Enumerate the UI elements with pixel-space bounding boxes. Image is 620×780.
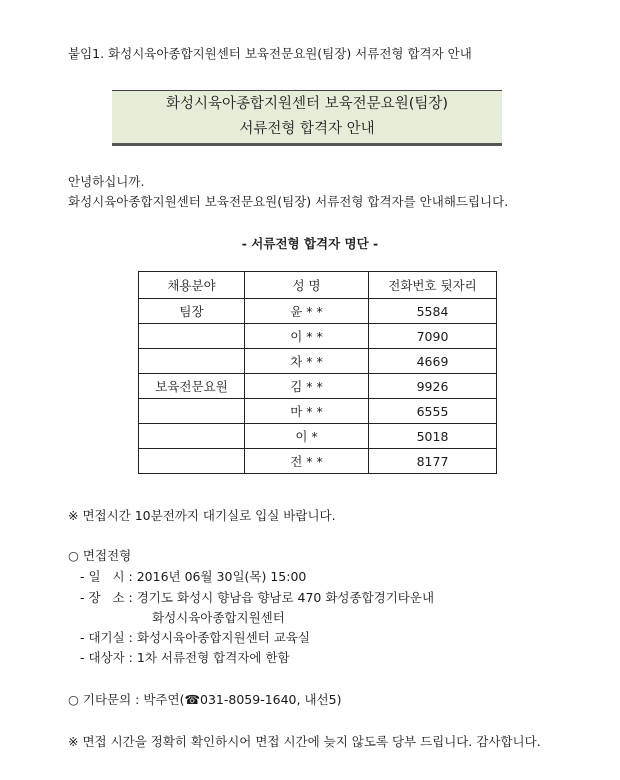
interview-item-place [80, 588, 434, 606]
arrival-note: ※ 면접시간 10분전까지 대기실로 입실 바랍니다. [68, 508, 336, 523]
header-name: 성 명 [245, 272, 369, 299]
cell-phone: 5584 [369, 299, 497, 324]
item-value: 화성시육아종합지원센터 교육실 [136, 630, 310, 645]
cell-field [139, 399, 245, 424]
header-phone: 전화번호 뒷자리 [369, 272, 497, 299]
cell-phone: 5018 [369, 424, 497, 449]
contact-info: ○ 기타문의 : 박주연(☎031-8059-1640, 내선5) [68, 692, 342, 707]
interview-item-waiting-room [80, 628, 310, 646]
interview-item-datetime [80, 567, 306, 585]
cell-field [139, 424, 245, 449]
cell-field [139, 324, 245, 349]
table-row [139, 299, 497, 324]
table-row [139, 449, 497, 474]
cell-field: 보육전문요원 [139, 374, 245, 399]
table-row [139, 374, 497, 399]
attachment-line: 붙임1. 화성시육아종합지원센터 보육전문요원(팀장) 서류전형 합격자 안내 [68, 46, 472, 61]
item-key: - 장 소 : [80, 590, 133, 605]
item-value: 2016년 06월 30일(목) 15:00 [136, 569, 307, 584]
greeting-line-2: 화성시육아종합지원센터 보육전문요원(팀장) 서류전형 합격자를 안내해드립니다. [68, 194, 509, 209]
cell-phone: 9926 [369, 374, 497, 399]
table-header-row [139, 272, 497, 299]
table-row [139, 349, 497, 374]
item-value: 경기도 화성시 향남읍 향남로 470 화성종합경기타운내 [136, 590, 435, 605]
list-heading: - 서류전형 합격자 명단 - [241, 236, 379, 251]
table-row [139, 324, 497, 349]
item-key: - 대기실 : [80, 630, 133, 645]
cell-phone: 4669 [369, 349, 497, 374]
cell-field: 팀장 [139, 299, 245, 324]
cell-field [139, 449, 245, 474]
roster-table [138, 271, 497, 474]
cell-name: 이 * * [245, 324, 369, 349]
header-field: 채용분야 [139, 272, 245, 299]
cell-phone: 6555 [369, 399, 497, 424]
title-line-1: 화성시육아종합지원센터 보육전문요원(팀장) [165, 96, 449, 112]
cell-name: 윤 * * [245, 299, 369, 324]
cell-name: 마 * * [245, 399, 369, 424]
cell-name: 전 * * [245, 449, 369, 474]
table-row [139, 399, 497, 424]
cell-field [139, 349, 245, 374]
title-line-2: 서류전형 합격자 안내 [239, 121, 375, 137]
greeting-line-1: 안녕하십니까. [68, 174, 145, 189]
cell-phone: 7090 [369, 324, 497, 349]
interview-section-title: ○ 면접전형 [68, 548, 132, 563]
cell-name: 이 * [245, 424, 369, 449]
cell-name: 김 * * [245, 374, 369, 399]
interview-item-target [80, 648, 290, 666]
item-key: - 일 시 : [80, 569, 133, 584]
title-box [112, 90, 502, 146]
cell-name: 차 * * [245, 349, 369, 374]
table-row [139, 424, 497, 449]
cell-phone: 8177 [369, 449, 497, 474]
interview-item-place-cont: 화성시육아종합지원센터 [152, 610, 285, 625]
closing-note: ※ 면접 시간을 정확히 확인하시어 면접 시간에 늦지 않도록 당부 드립니다. 감사합니다. [68, 734, 541, 749]
item-value: 1차 서류전형 합격자에 한함 [136, 650, 290, 665]
item-key: - 대상자 : [80, 650, 133, 665]
